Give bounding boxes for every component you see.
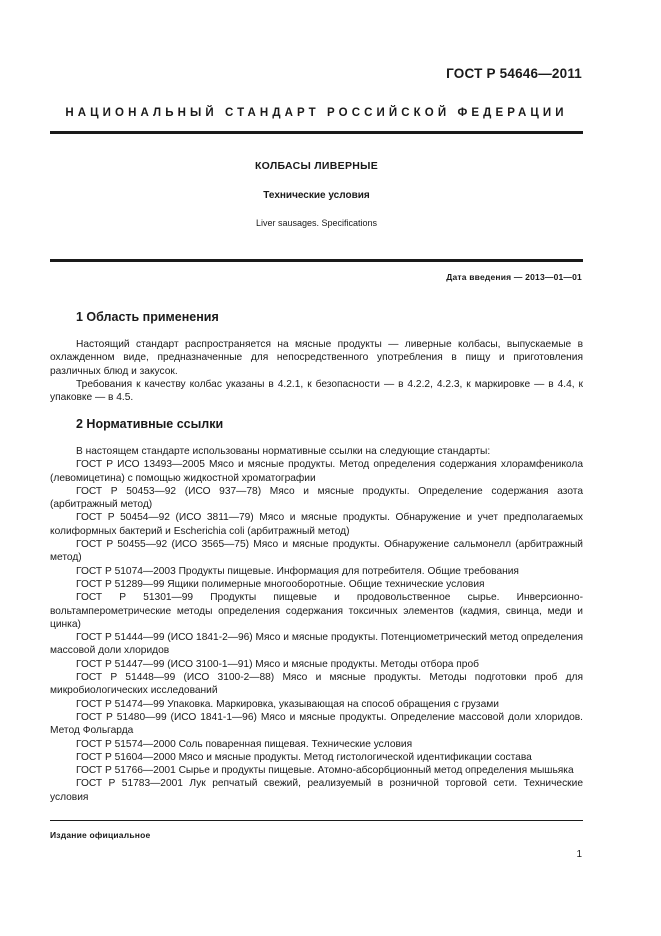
reference-item: ГОСТ Р ИСО 13493—2005 Мясо и мясные продукты. Метод определения содержания хлорамфеникола (левомицетина) с помощью жидкостной хроматографии — [50, 459, 583, 484]
reference-item: ГОСТ Р 51783—2001 Лук репчатый свежий, реализуемый в розничной торговой сети. Технические условия — [50, 778, 583, 803]
reference-item: ГОСТ Р 51074—2003 Продукты пищевые. Информация для потребителя. Общие требования — [76, 565, 519, 577]
reference-item: ГОСТ Р 51289—99 Ящики полимерные многооборотные. Общие технические условия — [76, 578, 485, 590]
reference-item: ГОСТ Р 51444—99 (ИСО 1841-2—96) Мясо и мясные продукты. Потенциометрический метод определения массовой доли хлоридов — [50, 632, 583, 657]
title-divider — [50, 259, 583, 262]
reference-item: ГОСТ Р 51448—99 (ИСО 3100-2—88) Мясо и мясные продукты. Методы подготовки проб для микробиологических исследований — [50, 672, 583, 697]
reference-item: ГОСТ Р 51574—2000 Соль поваренная пищевая. Технические условия — [76, 738, 413, 750]
reference-item: ГОСТ Р 51447—99 (ИСО 3100-1—91) Мясо и мясные продукты. Методы отбора проб — [76, 658, 479, 670]
reference-item: ГОСТ Р 50453—92 (ИСО 937—78) Мясо и мясные продукты. Определение содержания азота (арбитражный метод) — [50, 485, 583, 511]
section-2-body — [50, 445, 583, 804]
introduction-date: Дата введения — 2013—01—01 — [446, 272, 582, 282]
paragraph: Требования к качеству колбас указаны в 4.2.1, к безопасности — в 4.2.2, 4.2.3, к маркировке — в 4.4, к упаковке — в 4.5. — [50, 378, 583, 404]
footer-divider — [50, 820, 583, 821]
reference-item: ГОСТ Р 51766—2001 Сырье и продукты пищевые. Атомно-абсорбционный метод определения мышьяка — [76, 765, 574, 777]
page-number: 1 — [576, 849, 582, 860]
header-divider — [50, 131, 583, 134]
section-1-heading: 1 Область применения — [76, 310, 219, 324]
section-2-heading: 2 Нормативные ссылки — [76, 417, 224, 431]
reference-item: ГОСТ Р 50454—92 (ИСО 3811—79) Мясо и мясные продукты. Обнаружение и учет предполагаемых колиформных бактерий и Escherichia coli (арбитражный метод) — [50, 512, 583, 537]
document-code: ГОСТ Р 54646—2011 — [446, 66, 582, 81]
paragraph: Настоящий стандарт распространяется на мясные продукты — ливерные колбасы, выпускаемые в охлажденном виде, предназначенные для непосредственного употребления в пищу и приготовления различных блюд и закусок. — [50, 339, 583, 377]
reference-item: ГОСТ Р 51604—2000 Мясо и мясные продукты. Метод гистологической идентификации состава — [76, 751, 532, 763]
reference-item: ГОСТ Р 51480—99 (ИСО 1841-1—96) Мясо и мясные продукты. Определение массовой доли хлоридов. Метод Фольгарда — [50, 711, 583, 737]
document-title: КОЛБАСЫ ЛИВЕРНЫЕ — [254, 160, 379, 172]
reference-item: ГОСТ Р 51474—99 Упаковка. Маркировка, указывающая на способ обращения с грузами — [76, 698, 499, 710]
national-standard-banner: НАЦИОНАЛЬНЫЙ СТАНДАРТ РОССИЙСКОЙ ФЕДЕРАЦИИ — [65, 107, 568, 119]
reference-item: ГОСТ Р 51301—99 Продукты пищевые и продовольственное сырье. Инверсионно-вольтамперометрические методы определения содержания токсичных элементов (кадмия, свинца, меди и цинка) — [50, 592, 583, 630]
references-intro: В настоящем стандарте использованы нормативные ссылки на следующие стандарты: — [76, 446, 491, 457]
official-edition-label: Издание официальное — [50, 830, 151, 840]
document-subtitle: Технические условия — [263, 190, 370, 201]
reference-item: ГОСТ Р 50455—92 (ИСО 3565—75) Мясо и мясные продукты. Обнаружение сальмонелл (арбитражный метод) — [50, 539, 583, 564]
english-title: Liver sausages. Specifications — [255, 218, 378, 228]
section-1-body — [50, 338, 583, 404]
